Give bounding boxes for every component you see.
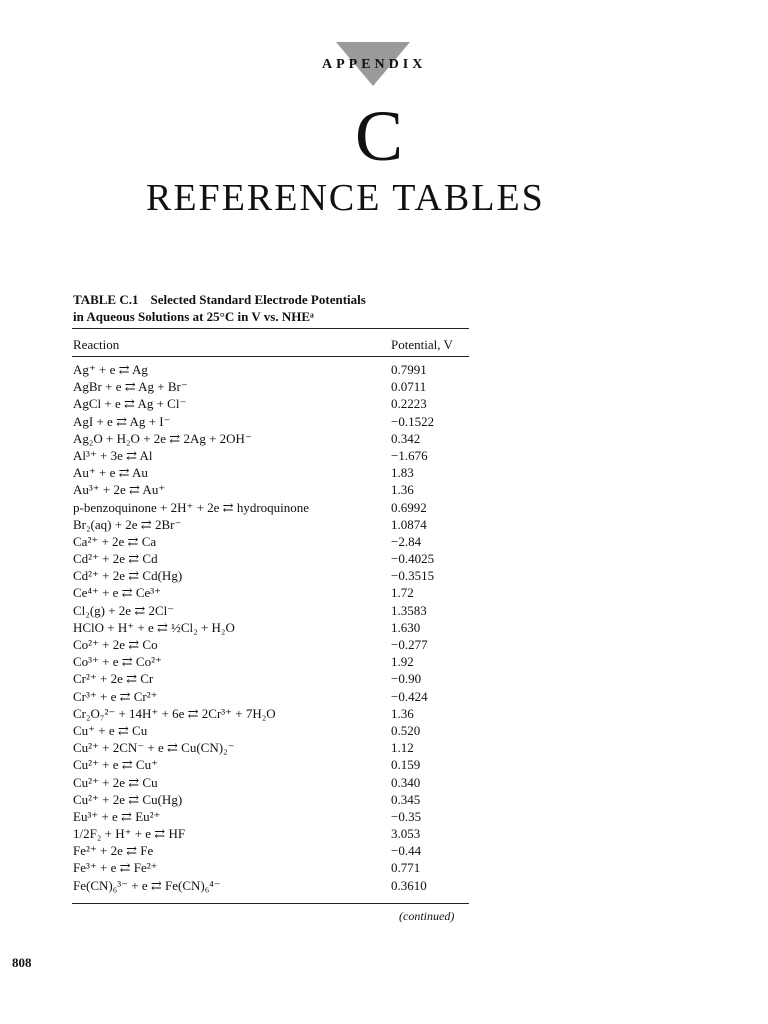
table-bottom-rule	[72, 903, 469, 904]
potential-cell: 0.345	[391, 791, 421, 807]
reaction-cell: Ca²⁺ + 2e ⇄ Ca	[73, 533, 157, 549]
reaction-cell: 1/2F₂ + H⁺ + e ⇄ HF	[73, 826, 186, 842]
potential-cell: 3.053	[391, 826, 421, 842]
reaction-cell: Fe²⁺ + 2e ⇄ Fe	[73, 843, 154, 859]
reaction-cell: Co²⁺ + 2e ⇄ Co	[73, 637, 158, 652]
table-row	[73, 619, 473, 636]
table-row	[73, 533, 473, 550]
reaction-cell: p-benzoquinone + 2H⁺ + 2e ⇄ hydroquinone	[73, 499, 310, 515]
table-row	[73, 567, 473, 584]
reaction-cell: AgI + e ⇄ Ag + I⁻	[73, 413, 171, 429]
potential-cell: 1.3583	[391, 602, 427, 618]
page-number: 808	[12, 955, 32, 970]
potential-cell: 1.0874	[391, 516, 427, 532]
reaction-cell: Cl₂(g) + 2e ⇄ 2Cl⁻	[73, 602, 175, 618]
potential-cell: 1.92	[391, 654, 414, 670]
table-row	[73, 516, 473, 533]
potential-cell: 0.159	[391, 757, 421, 773]
potential-cell: −0.4025	[391, 551, 435, 567]
reaction-cell: Eu³⁺ + e ⇄ Eu²⁺	[73, 808, 161, 824]
table-row	[73, 584, 473, 601]
reaction-cell: Al³⁺ + 3e ⇄ Al	[73, 447, 153, 463]
reaction-cell: AgCl + e ⇄ Ag + Cl⁻	[73, 396, 187, 412]
potential-cell: 0.340	[391, 774, 421, 790]
table-row	[73, 859, 473, 876]
potential-cell: −0.44	[391, 843, 422, 859]
table-row	[73, 825, 473, 842]
reaction-cell: Au⁺ + e ⇄ Au	[73, 465, 148, 481]
potential-cell: 0.3610	[391, 877, 427, 893]
table-row	[73, 791, 473, 808]
table-row	[73, 705, 473, 722]
table-row	[73, 413, 473, 430]
table-caption	[73, 291, 473, 325]
appendix-label: APPENDIX	[322, 57, 427, 72]
reaction-cell: Co³⁺ + e ⇄ Co²⁺	[73, 654, 162, 670]
table-row	[73, 361, 473, 378]
table-row	[73, 395, 473, 412]
potential-cell: −2.84	[391, 533, 422, 549]
column-header-potential: Potential, V	[391, 337, 453, 352]
table-body	[73, 361, 473, 894]
page-title: REFERENCE TABLES	[146, 177, 545, 219]
reaction-cell: Cd²⁺ + 2e ⇄ Cd(Hg)	[73, 568, 183, 584]
potential-cell: 0.2223	[391, 396, 427, 412]
table-row	[73, 688, 473, 705]
continued-note: (continued)	[399, 909, 455, 923]
reaction-cell: Cu²⁺ + 2e ⇄ Cu	[73, 774, 158, 790]
potential-cell: 0.771	[391, 860, 421, 876]
reaction-cell: Br₂(aq) + 2e ⇄ 2Br⁻	[73, 516, 182, 532]
table-row	[73, 808, 473, 825]
table-row	[73, 430, 473, 447]
reaction-cell: Fe(CN)₆³⁻ + e ⇄ Fe(CN)₆⁴⁻	[73, 877, 221, 893]
table-row	[73, 670, 473, 687]
potential-cell: 0.342	[391, 430, 421, 446]
reaction-cell: Cr²⁺ + 2e ⇄ Cr	[73, 671, 154, 687]
table-row	[73, 774, 473, 791]
potential-cell: −1.676	[391, 447, 428, 463]
table-row	[73, 636, 473, 653]
table-row	[73, 739, 473, 756]
reaction-cell: Cr³⁺ + e ⇄ Cr²⁺	[73, 688, 158, 704]
potential-cell: 1.630	[391, 619, 421, 635]
table-row	[73, 481, 473, 498]
reaction-cell: Cu²⁺ + e ⇄ Cu⁺	[73, 757, 158, 773]
reaction-cell: HClO + H⁺ + e ⇄ ½Cl₂ + H₂O	[73, 619, 235, 635]
table-header-rule	[72, 356, 469, 357]
reaction-cell: Au³⁺ + 2e ⇄ Au⁺	[73, 482, 166, 498]
reaction-cell: Cu⁺ + e ⇄ Cu	[73, 722, 148, 738]
table-row	[73, 653, 473, 670]
potential-cell: 1.83	[391, 465, 414, 481]
potential-cell: 0.520	[391, 722, 421, 738]
reaction-cell: Ag₂O + H₂O + 2e ⇄ 2Ag + 2OH⁻	[73, 430, 252, 446]
table-top-rule	[72, 328, 469, 329]
column-header-reaction: Reaction	[73, 337, 120, 352]
table-row	[73, 550, 473, 567]
potential-cell: −0.424	[391, 688, 428, 704]
potential-cell: 1.72	[391, 585, 414, 601]
reaction-cell: Cu²⁺ + 2CN⁻ + e ⇄ Cu(CN)₂⁻	[73, 740, 235, 756]
table-row	[73, 447, 473, 464]
potential-cell: −0.1522	[391, 413, 435, 429]
appendix-letter: C	[355, 96, 404, 176]
table-row	[73, 499, 473, 516]
reaction-cell: Cd²⁺ + 2e ⇄ Cd	[73, 551, 158, 567]
reaction-cell: Ce⁴⁺ + e ⇄ Ce³⁺	[73, 585, 162, 601]
reaction-cell: Cu²⁺ + 2e ⇄ Cu(Hg)	[73, 791, 183, 807]
reaction-cell: Fe³⁺ + e ⇄ Fe²⁺	[73, 860, 158, 876]
potential-cell: −0.90	[391, 671, 422, 687]
potential-cell: 0.6992	[391, 499, 427, 515]
table-row	[73, 464, 473, 481]
table-caption-line1: Selected Standard Electrode Potentials	[150, 292, 366, 307]
potential-cell: 0.7991	[391, 362, 427, 377]
potential-cell: −0.3515	[391, 568, 435, 584]
potential-cell: 0.0711	[391, 379, 427, 395]
potential-cell: 1.36	[391, 482, 414, 498]
table-row	[73, 842, 473, 859]
reaction-cell: AgBr + e ⇄ Ag + Br⁻	[73, 379, 188, 395]
table-caption-line2: in Aqueous Solutions at 25°C in V vs. NHEᵃ	[73, 309, 314, 324]
table-row	[73, 877, 473, 894]
table-row	[73, 602, 473, 619]
reaction-cell: Ag⁺ + e ⇄ Ag	[73, 362, 148, 377]
potential-cell: −0.277	[391, 637, 428, 652]
potential-cell: −0.35	[391, 808, 422, 824]
reaction-cell: Cr₂O₇²⁻ + 14H⁺ + 6e ⇄ 2Cr³⁺ + 7H₂O	[73, 705, 276, 721]
potential-cell: 1.12	[391, 740, 414, 756]
table-row	[73, 378, 473, 395]
table-row	[73, 722, 473, 739]
potential-cell: 1.36	[391, 705, 414, 721]
table-caption-number: TABLE C.1	[73, 292, 139, 307]
table-row	[73, 756, 473, 773]
